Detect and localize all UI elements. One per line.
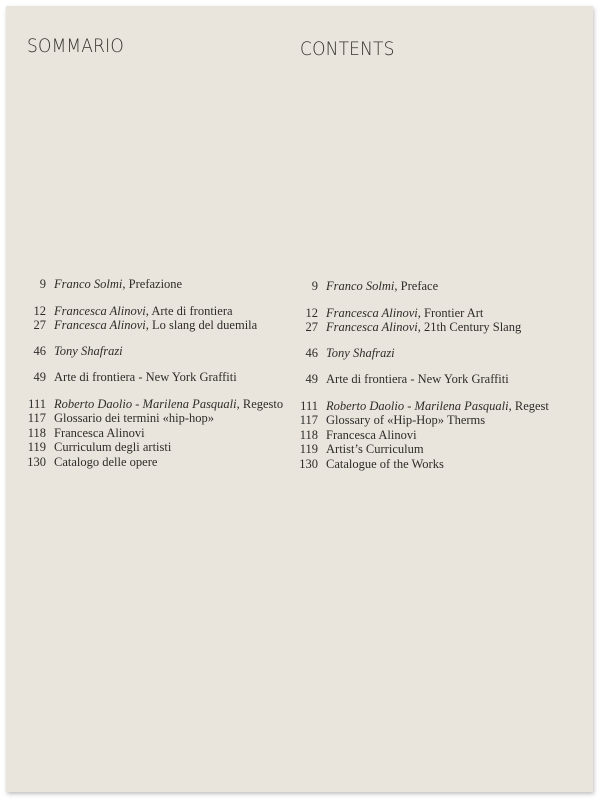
toc-entry-text (326, 442, 424, 457)
toc-entry (288, 320, 568, 335)
toc-page-number: 12 (33, 303, 46, 318)
toc-title: , Prefazione (122, 277, 183, 291)
toc-entry-text (54, 397, 283, 412)
toc-author: Roberto Daolio - Marilena Pasquali (326, 398, 509, 413)
toc-entry (16, 304, 296, 319)
toc-entry (16, 397, 296, 412)
toc-author: Tony Shafrazi (326, 345, 395, 360)
toc-entry-text (54, 344, 123, 359)
toc-entry (16, 318, 296, 333)
toc-author: Francesca Alinovi (326, 305, 418, 320)
toc-title: Curriculum degli artisti (54, 440, 172, 454)
toc-entry-text (54, 370, 237, 385)
toc-entry-text (326, 306, 483, 321)
toc-author: Francesca Alinovi (326, 320, 418, 334)
toc-author: Franco Solmi (326, 279, 395, 293)
toc-page-number: 12 (305, 305, 318, 320)
toc-page-number: 9 (39, 277, 46, 291)
toc-page-number: 27 (305, 320, 318, 334)
toc-page-number: 130 (27, 454, 46, 469)
sommario-heading: SOMMARIO (27, 36, 124, 57)
toc-page-number: 118 (299, 427, 318, 442)
toc-page-number: 46 (305, 345, 318, 360)
toc-title: Glossario dei termini «hip-hop» (54, 411, 215, 425)
toc-title: Artist’s Curriculum (326, 442, 424, 456)
toc-entry (288, 428, 568, 443)
contents-list (288, 279, 568, 471)
toc-entry-text (326, 457, 444, 472)
toc-entry-text (54, 304, 233, 319)
toc-entry-text (54, 455, 157, 470)
toc-entry (288, 457, 568, 472)
contents-heading: CONTENTS (300, 39, 395, 60)
toc-entry (288, 413, 568, 428)
toc-title: Glossary of «Hip-Hop» Therms (326, 413, 486, 427)
toc-entry-text (326, 372, 509, 387)
toc-title: Francesca Alinovi (54, 425, 145, 440)
toc-page-number: 49 (305, 372, 318, 386)
toc-title: , Lo slang del duemila (145, 318, 258, 332)
toc-title: , 21th Century Slang (417, 320, 522, 334)
toc-page-number: 119 (27, 440, 46, 454)
toc-entry (288, 306, 568, 321)
toc-entry (16, 411, 296, 426)
toc-page-number: 117 (27, 411, 46, 425)
toc-page-number: 27 (33, 318, 46, 332)
toc-page-number: 119 (299, 442, 318, 456)
toc-entry-text (54, 318, 257, 333)
toc-title: Francesca Alinovi (326, 427, 417, 442)
toc-entry-text (54, 277, 182, 292)
toc-page-number: 111 (28, 396, 46, 411)
toc-entry (288, 399, 568, 414)
toc-entry-text (326, 413, 485, 428)
toc-title: , Preface (394, 279, 439, 293)
toc-entry (288, 442, 568, 457)
toc-author: Roberto Daolio - Marilena Pasquali (54, 396, 237, 411)
toc-page-number: 46 (33, 343, 46, 358)
toc-entry-text (326, 399, 549, 414)
toc-title: , Arte di frontiera (145, 303, 233, 318)
toc-author: Franco Solmi (54, 277, 123, 291)
toc-entry-text (326, 320, 521, 335)
toc-page-number: 117 (299, 413, 318, 427)
toc-entry (16, 344, 296, 359)
toc-entry (288, 372, 568, 387)
toc-page-number: 118 (27, 425, 46, 440)
toc-entry-text (54, 411, 214, 426)
toc-title: Arte di frontiera - New York Graffiti (326, 372, 509, 386)
toc-title: , Frontier Art (417, 305, 484, 320)
toc-page-number: 9 (311, 279, 318, 293)
toc-entry-text (326, 346, 395, 361)
toc-author: Francesca Alinovi (54, 303, 146, 318)
toc-entry (16, 277, 296, 292)
toc-title: Catalogo delle opere (54, 454, 158, 469)
toc-author: Francesca Alinovi (54, 318, 146, 332)
toc-entry (16, 426, 296, 441)
toc-page-number: 130 (299, 456, 318, 471)
sommario-list (16, 277, 296, 469)
toc-entry-text (54, 426, 145, 441)
book-page (6, 6, 593, 792)
toc-entry (288, 279, 568, 294)
toc-entry-text (326, 428, 417, 443)
toc-author: Tony Shafrazi (54, 343, 123, 358)
toc-entry (288, 346, 568, 361)
toc-title: Catalogue of the Works (326, 456, 444, 471)
toc-entry (16, 440, 296, 455)
toc-title: Arte di frontiera - New York Graffiti (54, 370, 237, 384)
toc-page-number: 111 (300, 398, 318, 413)
toc-entry-text (326, 279, 438, 294)
toc-entry-text (54, 440, 171, 455)
toc-entry (16, 455, 296, 470)
toc-title: , Regesto (236, 396, 284, 411)
toc-title: , Regest (508, 398, 549, 413)
toc-page-number: 49 (33, 370, 46, 384)
toc-entry (16, 370, 296, 385)
